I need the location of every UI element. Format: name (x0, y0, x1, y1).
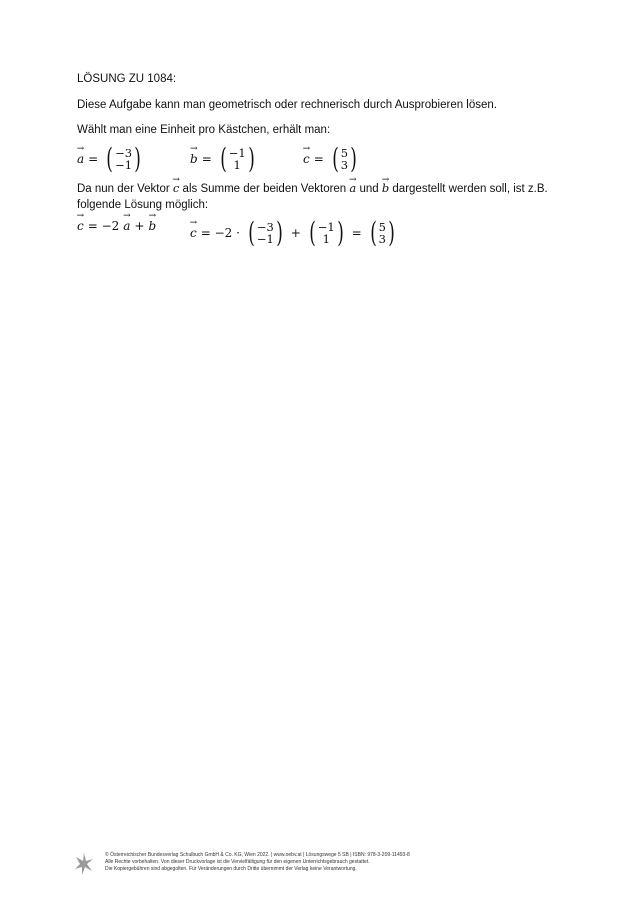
numeric-c-bottom: 3 (378, 232, 386, 246)
numeric-equals: = (351, 226, 362, 240)
inline-vector-b: → b (382, 180, 389, 196)
inline-vector-c: → c (173, 180, 179, 196)
vector-a-symbol: → a (77, 152, 84, 166)
publisher-logo-icon (74, 852, 94, 876)
solution-heading: LÖSUNG ZU 1084: (77, 73, 177, 85)
solution-plus: + (134, 219, 145, 233)
vector-c-definition: → c = ( 5 3 ) (303, 145, 361, 173)
inline-vector-a: → a (349, 180, 356, 196)
intro-text: Diese Aufgabe kann man geometrisch oder rechnerisch durch Ausprobieren lösen. (77, 99, 497, 111)
solution-c-symbol: → c (77, 219, 84, 233)
vector-b-top: −1 (228, 146, 246, 160)
numeric-a-top: −3 (256, 220, 274, 234)
solution-a-symbol: → a (123, 219, 130, 233)
vector-a-top: −3 (115, 146, 133, 160)
numeric-coefficient: = −2 · (200, 226, 240, 240)
vector-b-bottom: 1 (233, 158, 241, 172)
numeric-a-bottom: −1 (256, 232, 274, 246)
reason-paragraph (77, 180, 572, 213)
footer-line-1: © Österreichischer Bundesverlag Schulbuch GmbH & Co. KG, Wien 2022. | www.oebv.at | Lösungswege 5 SB | ISBN: 978-3-209-11493-8 (105, 852, 410, 858)
footer-text (105, 852, 410, 873)
solution-b-symbol: → b (149, 219, 157, 233)
numeric-b-top: −1 (317, 220, 335, 234)
numeric-c-top: 5 (378, 220, 386, 234)
reason-text-2: als Summe der beiden Vektoren (179, 183, 350, 195)
numeric-plus: + (290, 226, 301, 240)
vector-b-definition: → b = ( −1 1 ) (190, 145, 259, 173)
footer-line-2: Alle Rechte vorbehalten. Von dieser Druckvorlage ist die Vervielfältigung für den eigenen Unterrichtsgebrauch gestattet. (105, 859, 370, 865)
reason-text-1: Da nun der Vektor (77, 183, 173, 195)
vector-c-top: 5 (340, 146, 349, 160)
numeric-b-bottom: 1 (322, 232, 330, 246)
reason-text-4: dargestellt werden soll, ist z.B. folgende Lösung möglich: (77, 183, 548, 211)
reason-text-3: und (356, 183, 382, 195)
vector-c-symbol: → c (303, 152, 310, 166)
vector-a-bottom: −1 (115, 158, 133, 172)
footer-line-3: Die Kopiergebühren sind abgegolten. Für Veränderungen durch Dritte übernimmt der Verlag keine Verantwortung. (105, 866, 357, 872)
solution-numeric: → c = −2 · ( −3 −1 ) + ( −1 1 ) = ( 5 3 ) (190, 219, 399, 247)
solution-symbolic (77, 219, 156, 233)
solution-coefficient: = −2 (87, 219, 120, 233)
unit-text: Wählt man eine Einheit pro Kästchen, erhält man: (77, 124, 331, 136)
vector-b-symbol: → b (190, 152, 198, 166)
vector-a-definition: → a = ( −3 −1 ) (77, 145, 145, 173)
vector-c-bottom: 3 (340, 158, 349, 172)
numeric-c-symbol: → c (190, 226, 197, 240)
